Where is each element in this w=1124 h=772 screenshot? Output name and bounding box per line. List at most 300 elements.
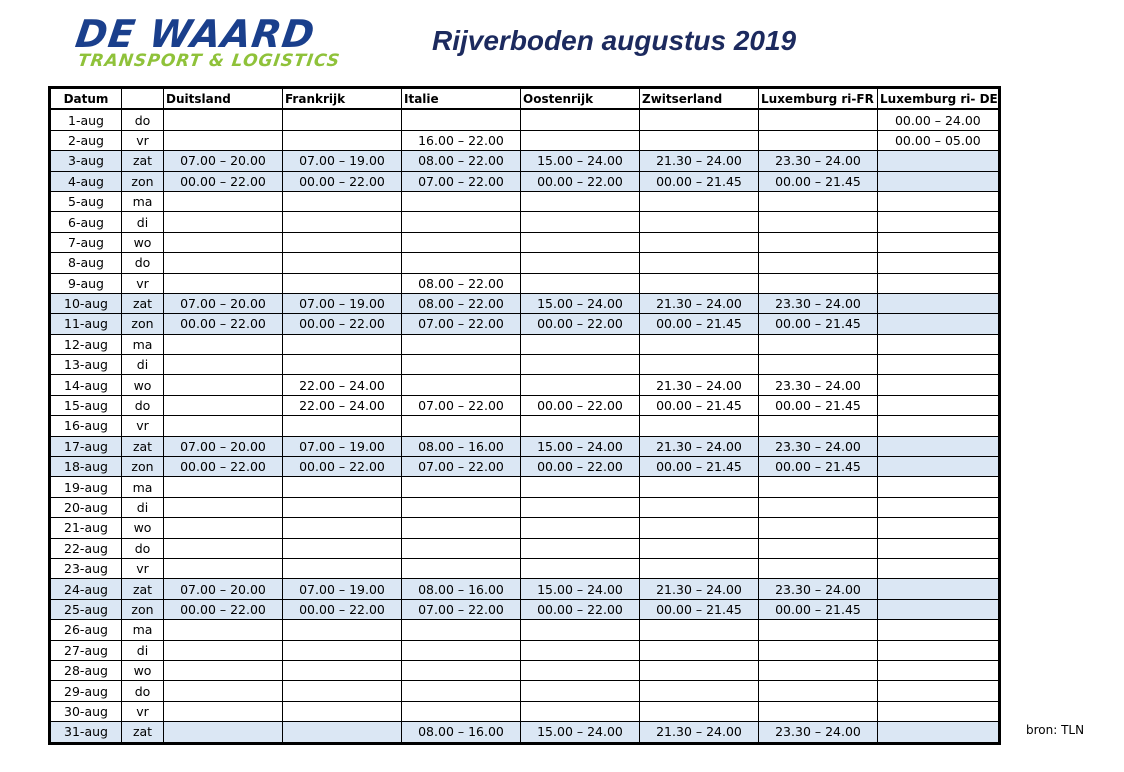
ban-time-cell <box>759 640 878 660</box>
ban-time-cell <box>640 232 759 252</box>
ban-time-cell <box>521 660 640 680</box>
ban-time-cell: 08.00 – 16.00 <box>402 722 521 743</box>
ban-time-cell: 00.00 – 22.00 <box>521 171 640 191</box>
ban-time-cell: 00.00 – 21.45 <box>759 599 878 619</box>
ban-time-cell <box>164 538 283 558</box>
ban-time-cell <box>283 355 402 375</box>
ban-time-cell <box>878 620 1000 640</box>
ban-time-cell <box>283 640 402 660</box>
ban-time-cell <box>164 416 283 436</box>
weekday-cell: vr <box>122 130 164 150</box>
table-row <box>50 314 1000 334</box>
date-cell: 21-aug <box>50 518 122 538</box>
ban-time-cell: 23.30 – 24.00 <box>759 293 878 313</box>
table-row <box>50 212 1000 232</box>
date-cell: 26-aug <box>50 620 122 640</box>
ban-time-cell <box>164 191 283 211</box>
ban-time-cell: 07.00 – 19.00 <box>283 579 402 599</box>
ban-time-cell <box>521 109 640 130</box>
ban-time-cell <box>759 109 878 130</box>
ban-time-cell <box>164 660 283 680</box>
ban-time-cell <box>759 497 878 517</box>
date-cell: 19-aug <box>50 477 122 497</box>
ban-time-cell <box>402 253 521 273</box>
ban-time-cell <box>283 273 402 293</box>
table-row <box>50 253 1000 273</box>
ban-time-cell: 07.00 – 19.00 <box>283 151 402 171</box>
ban-time-cell <box>640 660 759 680</box>
ban-time-cell: 22.00 – 24.00 <box>283 395 402 415</box>
ban-time-cell <box>878 232 1000 252</box>
ban-time-cell <box>164 395 283 415</box>
ban-time-cell <box>878 701 1000 721</box>
date-cell: 11-aug <box>50 314 122 334</box>
date-cell: 9-aug <box>50 273 122 293</box>
date-cell: 1-aug <box>50 109 122 130</box>
ban-time-cell <box>521 538 640 558</box>
column-header: Italie <box>402 88 521 110</box>
ban-time-cell: 23.30 – 24.00 <box>759 579 878 599</box>
ban-time-cell: 21.30 – 24.00 <box>640 579 759 599</box>
ban-time-cell <box>521 355 640 375</box>
ban-time-cell: 00.00 – 21.45 <box>759 457 878 477</box>
ban-time-cell <box>878 151 1000 171</box>
table-row <box>50 640 1000 660</box>
ban-time-cell: 00.00 – 05.00 <box>878 130 1000 150</box>
ban-time-cell <box>878 558 1000 578</box>
ban-time-cell <box>164 477 283 497</box>
ban-time-cell <box>759 355 878 375</box>
ban-time-cell <box>283 212 402 232</box>
ban-time-cell <box>164 212 283 232</box>
ban-time-cell: 00.00 – 22.00 <box>283 599 402 619</box>
ban-time-cell <box>402 558 521 578</box>
ban-time-cell <box>521 558 640 578</box>
ban-time-cell: 07.00 – 20.00 <box>164 436 283 456</box>
ban-time-cell <box>283 130 402 150</box>
ban-time-cell <box>640 334 759 354</box>
ban-time-cell: 00.00 – 24.00 <box>878 109 1000 130</box>
ban-time-cell <box>164 273 283 293</box>
ban-time-cell <box>283 109 402 130</box>
ban-time-cell <box>878 293 1000 313</box>
ban-time-cell <box>759 416 878 436</box>
weekday-cell: zat <box>122 722 164 743</box>
ban-time-cell: 21.30 – 24.00 <box>640 375 759 395</box>
ban-time-cell <box>640 681 759 701</box>
date-cell: 25-aug <box>50 599 122 619</box>
table-header-row <box>50 88 1000 110</box>
weekday-cell: wo <box>122 375 164 395</box>
ban-time-cell <box>283 518 402 538</box>
ban-time-cell <box>759 253 878 273</box>
ban-time-cell <box>640 640 759 660</box>
ban-time-cell <box>640 212 759 232</box>
ban-time-cell: 23.30 – 24.00 <box>759 375 878 395</box>
ban-time-cell <box>164 355 283 375</box>
ban-time-cell <box>164 497 283 517</box>
ban-time-cell: 15.00 – 24.00 <box>521 151 640 171</box>
ban-time-cell <box>164 640 283 660</box>
weekday-cell: ma <box>122 477 164 497</box>
ban-time-cell <box>759 660 878 680</box>
ban-time-cell <box>521 334 640 354</box>
ban-time-cell: 07.00 – 22.00 <box>402 395 521 415</box>
ban-time-cell <box>640 273 759 293</box>
ban-time-cell: 00.00 – 22.00 <box>521 314 640 334</box>
date-cell: 27-aug <box>50 640 122 660</box>
table-row <box>50 599 1000 619</box>
ban-time-cell <box>283 558 402 578</box>
ban-time-cell: 08.00 – 22.00 <box>402 273 521 293</box>
weekday-cell: zat <box>122 579 164 599</box>
weekday-cell: di <box>122 212 164 232</box>
table-row <box>50 191 1000 211</box>
ban-time-cell <box>283 722 402 743</box>
date-cell: 31-aug <box>50 722 122 743</box>
ban-time-cell <box>521 477 640 497</box>
table-row <box>50 457 1000 477</box>
driving-ban-table <box>48 86 1001 745</box>
ban-time-cell <box>402 477 521 497</box>
ban-time-cell <box>164 232 283 252</box>
ban-time-cell <box>164 558 283 578</box>
table-row <box>50 232 1000 252</box>
ban-time-cell: 08.00 – 16.00 <box>402 579 521 599</box>
ban-time-cell <box>759 191 878 211</box>
source-note: bron: TLN <box>1026 723 1085 737</box>
weekday-cell: ma <box>122 191 164 211</box>
weekday-cell: vr <box>122 558 164 578</box>
ban-time-cell <box>640 191 759 211</box>
table-row <box>50 497 1000 517</box>
ban-time-cell <box>283 477 402 497</box>
ban-time-cell: 00.00 – 21.45 <box>759 395 878 415</box>
table-row <box>50 538 1000 558</box>
ban-time-cell <box>878 660 1000 680</box>
ban-time-cell: 07.00 – 22.00 <box>402 457 521 477</box>
ban-time-cell <box>402 701 521 721</box>
table-row <box>50 334 1000 354</box>
ban-time-cell <box>878 579 1000 599</box>
ban-time-cell <box>759 518 878 538</box>
ban-time-cell <box>402 212 521 232</box>
ban-time-cell <box>878 314 1000 334</box>
ban-time-cell <box>759 477 878 497</box>
weekday-cell: ma <box>122 620 164 640</box>
ban-time-cell <box>402 191 521 211</box>
weekday-cell: vr <box>122 416 164 436</box>
ban-time-cell <box>164 681 283 701</box>
ban-time-cell <box>521 273 640 293</box>
ban-time-cell <box>878 436 1000 456</box>
date-cell: 13-aug <box>50 355 122 375</box>
ban-time-cell <box>164 334 283 354</box>
ban-time-cell <box>283 701 402 721</box>
ban-time-cell <box>640 416 759 436</box>
ban-time-cell: 21.30 – 24.00 <box>640 722 759 743</box>
ban-time-cell <box>521 620 640 640</box>
weekday-cell: zat <box>122 151 164 171</box>
ban-time-cell <box>402 355 521 375</box>
weekday-cell: zon <box>122 599 164 619</box>
ban-time-cell <box>640 130 759 150</box>
ban-time-cell <box>759 681 878 701</box>
weekday-cell: do <box>122 538 164 558</box>
ban-time-cell: 00.00 – 22.00 <box>521 599 640 619</box>
ban-time-cell <box>283 620 402 640</box>
weekday-cell: wo <box>122 660 164 680</box>
ban-time-cell: 21.30 – 24.00 <box>640 151 759 171</box>
logo-tagline: TRANSPORT & LOGISTICS <box>76 51 342 71</box>
weekday-cell: wo <box>122 232 164 252</box>
ban-time-cell: 08.00 – 22.00 <box>402 293 521 313</box>
ban-time-cell <box>878 253 1000 273</box>
ban-time-cell: 08.00 – 16.00 <box>402 436 521 456</box>
column-header: Luxemburg ri-FR <box>759 88 878 110</box>
date-cell: 24-aug <box>50 579 122 599</box>
ban-time-cell <box>521 130 640 150</box>
table-row <box>50 130 1000 150</box>
ban-time-cell <box>164 722 283 743</box>
ban-time-cell: 23.30 – 24.00 <box>759 436 878 456</box>
date-cell: 23-aug <box>50 558 122 578</box>
ban-time-cell <box>283 681 402 701</box>
ban-time-cell <box>640 538 759 558</box>
ban-time-cell: 00.00 – 22.00 <box>164 599 283 619</box>
ban-time-cell: 15.00 – 24.00 <box>521 293 640 313</box>
ban-time-cell <box>402 232 521 252</box>
ban-time-cell <box>521 375 640 395</box>
weekday-cell: zon <box>122 171 164 191</box>
ban-time-cell <box>283 416 402 436</box>
ban-time-cell <box>878 334 1000 354</box>
table-row <box>50 558 1000 578</box>
ban-time-cell <box>402 660 521 680</box>
weekday-cell: zon <box>122 457 164 477</box>
weekday-cell: do <box>122 253 164 273</box>
ban-time-cell: 00.00 – 21.45 <box>759 314 878 334</box>
table-row <box>50 375 1000 395</box>
date-cell: 8-aug <box>50 253 122 273</box>
table-row <box>50 518 1000 538</box>
ban-time-cell: 00.00 – 21.45 <box>640 599 759 619</box>
ban-time-cell <box>640 355 759 375</box>
ban-time-cell <box>402 334 521 354</box>
weekday-cell: zon <box>122 314 164 334</box>
ban-time-cell <box>759 558 878 578</box>
table-row <box>50 660 1000 680</box>
column-header: Oostenrijk <box>521 88 640 110</box>
ban-time-cell <box>164 701 283 721</box>
weekday-cell: wo <box>122 518 164 538</box>
ban-time-cell <box>878 599 1000 619</box>
ban-time-cell <box>402 518 521 538</box>
ban-time-cell <box>402 375 521 395</box>
ban-time-cell <box>878 497 1000 517</box>
table-row <box>50 273 1000 293</box>
ban-time-cell <box>521 497 640 517</box>
ban-time-cell <box>164 375 283 395</box>
ban-time-cell: 07.00 – 22.00 <box>402 314 521 334</box>
date-cell: 20-aug <box>50 497 122 517</box>
date-cell: 28-aug <box>50 660 122 680</box>
ban-time-cell: 00.00 – 21.45 <box>759 171 878 191</box>
ban-time-cell <box>402 620 521 640</box>
ban-time-cell <box>878 355 1000 375</box>
ban-time-cell <box>521 253 640 273</box>
ban-time-cell: 23.30 – 24.00 <box>759 151 878 171</box>
column-header: Luxemburg ri- DE <box>878 88 1000 110</box>
table-row <box>50 395 1000 415</box>
ban-time-cell: 15.00 – 24.00 <box>521 579 640 599</box>
ban-time-cell: 08.00 – 22.00 <box>402 151 521 171</box>
ban-time-cell: 21.30 – 24.00 <box>640 436 759 456</box>
ban-time-cell <box>878 477 1000 497</box>
ban-time-cell <box>283 497 402 517</box>
table-row <box>50 416 1000 436</box>
ban-time-cell <box>521 518 640 538</box>
date-cell: 7-aug <box>50 232 122 252</box>
ban-time-cell <box>878 681 1000 701</box>
ban-time-cell <box>878 273 1000 293</box>
page-title: Rijverboden augustus 2019 <box>432 25 797 56</box>
column-header: Duitsland <box>164 88 283 110</box>
ban-time-cell <box>640 620 759 640</box>
ban-time-cell <box>640 477 759 497</box>
ban-time-cell <box>640 497 759 517</box>
company-logo <box>72 12 386 72</box>
ban-time-cell: 15.00 – 24.00 <box>521 436 640 456</box>
ban-time-cell <box>878 640 1000 660</box>
weekday-cell: di <box>122 497 164 517</box>
ban-time-cell <box>640 701 759 721</box>
ban-time-cell: 22.00 – 24.00 <box>283 375 402 395</box>
ban-time-cell <box>521 232 640 252</box>
column-header: Zwitserland <box>640 88 759 110</box>
ban-time-cell: 07.00 – 22.00 <box>402 171 521 191</box>
ban-time-cell: 00.00 – 21.45 <box>640 395 759 415</box>
ban-time-cell <box>283 660 402 680</box>
column-header <box>122 88 164 110</box>
ban-time-cell <box>878 212 1000 232</box>
table-row <box>50 722 1000 743</box>
ban-time-cell <box>521 701 640 721</box>
weekday-cell: do <box>122 681 164 701</box>
date-cell: 5-aug <box>50 191 122 211</box>
weekday-cell: vr <box>122 701 164 721</box>
ban-time-cell: 07.00 – 20.00 <box>164 579 283 599</box>
ban-time-cell <box>521 640 640 660</box>
ban-time-cell <box>759 334 878 354</box>
date-cell: 22-aug <box>50 538 122 558</box>
ban-time-cell <box>283 538 402 558</box>
ban-time-cell: 21.30 – 24.00 <box>640 293 759 313</box>
ban-time-cell <box>878 416 1000 436</box>
date-cell: 29-aug <box>50 681 122 701</box>
ban-time-cell <box>402 681 521 701</box>
ban-time-cell <box>878 375 1000 395</box>
ban-time-cell: 07.00 – 19.00 <box>283 436 402 456</box>
logo-wordmark: DE WAARD <box>72 12 319 56</box>
ban-time-cell: 00.00 – 22.00 <box>164 314 283 334</box>
ban-time-cell <box>283 232 402 252</box>
ban-time-cell <box>521 212 640 232</box>
ban-time-cell <box>283 334 402 354</box>
ban-time-cell <box>164 620 283 640</box>
ban-time-cell <box>878 518 1000 538</box>
table-row <box>50 701 1000 721</box>
ban-time-cell <box>164 518 283 538</box>
date-cell: 17-aug <box>50 436 122 456</box>
weekday-cell: zat <box>122 293 164 313</box>
ban-time-cell: 00.00 – 22.00 <box>521 395 640 415</box>
table-row <box>50 620 1000 640</box>
ban-time-cell <box>878 722 1000 743</box>
table-row <box>50 293 1000 313</box>
ban-time-cell <box>759 212 878 232</box>
date-cell: 3-aug <box>50 151 122 171</box>
table-row <box>50 477 1000 497</box>
ban-time-cell: 00.00 – 22.00 <box>283 314 402 334</box>
date-cell: 4-aug <box>50 171 122 191</box>
ban-time-cell <box>521 681 640 701</box>
ban-time-cell <box>640 558 759 578</box>
ban-time-cell <box>640 253 759 273</box>
ban-time-cell: 00.00 – 22.00 <box>283 171 402 191</box>
ban-time-cell <box>283 191 402 211</box>
ban-time-cell <box>878 395 1000 415</box>
weekday-cell: di <box>122 640 164 660</box>
ban-time-cell: 07.00 – 22.00 <box>402 599 521 619</box>
ban-time-cell <box>640 109 759 130</box>
date-cell: 15-aug <box>50 395 122 415</box>
ban-time-cell <box>759 273 878 293</box>
ban-time-cell <box>402 109 521 130</box>
ban-time-cell: 23.30 – 24.00 <box>759 722 878 743</box>
ban-time-cell <box>878 191 1000 211</box>
date-cell: 14-aug <box>50 375 122 395</box>
ban-time-cell: 00.00 – 21.45 <box>640 171 759 191</box>
ban-time-cell <box>521 416 640 436</box>
weekday-cell: ma <box>122 334 164 354</box>
ban-time-cell: 15.00 – 24.00 <box>521 722 640 743</box>
ban-time-cell <box>521 191 640 211</box>
date-cell: 2-aug <box>50 130 122 150</box>
ban-time-cell <box>640 518 759 538</box>
ban-time-cell: 07.00 – 20.00 <box>164 293 283 313</box>
ban-time-cell <box>402 416 521 436</box>
ban-time-cell <box>164 109 283 130</box>
ban-time-cell: 00.00 – 22.00 <box>521 457 640 477</box>
ban-time-cell <box>759 620 878 640</box>
weekday-cell: zat <box>122 436 164 456</box>
weekday-cell: do <box>122 109 164 130</box>
ban-time-cell <box>759 232 878 252</box>
ban-time-cell <box>759 538 878 558</box>
table-row <box>50 151 1000 171</box>
table-row <box>50 171 1000 191</box>
date-cell: 18-aug <box>50 457 122 477</box>
column-header: Datum <box>50 88 122 110</box>
table-row <box>50 436 1000 456</box>
column-header: Frankrijk <box>283 88 402 110</box>
weekday-cell: di <box>122 355 164 375</box>
ban-time-cell <box>878 538 1000 558</box>
weekday-cell: vr <box>122 273 164 293</box>
ban-time-cell: 00.00 – 21.45 <box>640 457 759 477</box>
ban-time-cell: 00.00 – 21.45 <box>640 314 759 334</box>
